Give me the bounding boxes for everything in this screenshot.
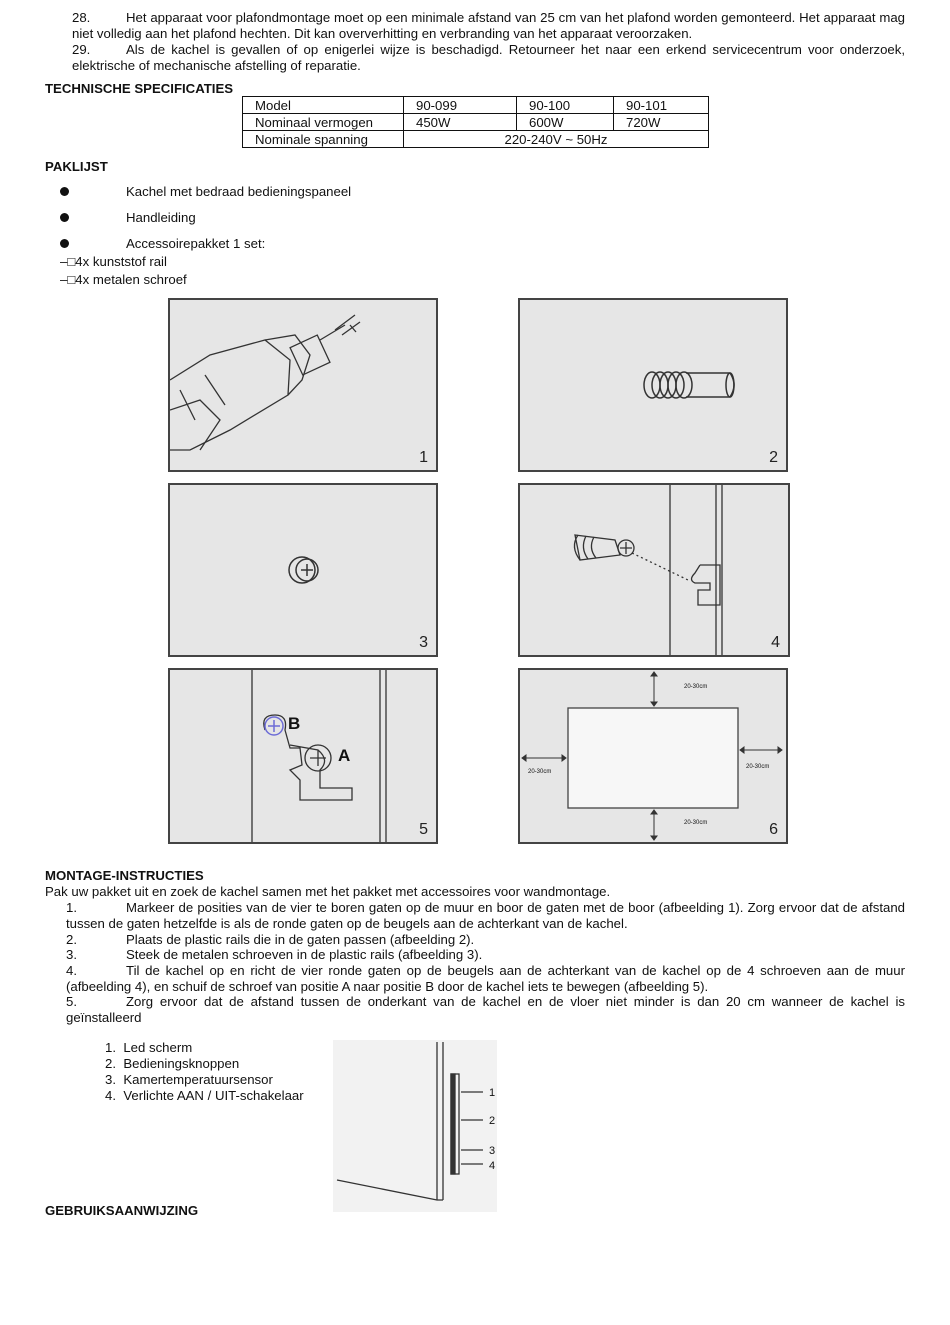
table-cell: 600W xyxy=(517,114,614,131)
figure-number: 6 xyxy=(769,821,778,838)
table-cell: 220-240V ~ 50Hz xyxy=(404,131,709,148)
tech-spec-heading: TECHNISCHE SPECIFICATIES xyxy=(45,81,234,96)
figure-number: 5 xyxy=(419,821,428,838)
table-row xyxy=(243,131,709,148)
bullet-icon xyxy=(60,187,69,196)
table-cell: 450W xyxy=(404,114,517,131)
list-item: 4. Verlichte AAN / UIT-schakelaar xyxy=(105,1088,304,1103)
bracket-icon xyxy=(520,485,788,655)
montage-step-4: 4. Til de kachel op en richt de vier ronde gaten op de beugels aan de achterkant van de kachel op de 4 schroeven aan de muur (afbeelding 4), en schuif de schroef van positie A naar positie B door de kachel iets te bewegen (afbeelding 5). xyxy=(66,963,905,994)
warning-number: 29. xyxy=(72,42,91,57)
warning-29 xyxy=(72,42,905,74)
table-cell: 720W xyxy=(614,114,709,131)
figure-6-clearance xyxy=(518,668,788,844)
table-cell: Model xyxy=(243,97,404,114)
figure-number: 4 xyxy=(771,634,780,651)
table-row xyxy=(243,97,709,114)
figure-2-plug xyxy=(518,298,788,472)
figure-4-bracket xyxy=(518,483,790,657)
sub-list-item: –□4x metalen schroef xyxy=(60,272,187,287)
table-cell: Nominaal vermogen xyxy=(243,114,404,131)
clearance-arrows-icon xyxy=(520,670,786,842)
warning-28 xyxy=(72,10,905,42)
figure-1-drill xyxy=(168,298,438,472)
control-panel-figure xyxy=(333,1040,497,1212)
montage-step-3: 3. Steek de metalen schroeven in de plastic rails (afbeelding 3). xyxy=(66,947,483,962)
warning-text: Als de kachel is gevallen of op enigerlei wijze is beschadigd. Retourneer het naar een erkend servicecentrum voor onderzoek, elektrische of mechanische afstelling of reparatie. xyxy=(72,42,905,73)
keyhole-bracket-icon xyxy=(170,670,436,842)
figure-5-keyhole xyxy=(168,668,438,844)
montage-step-1: 1. Markeer de posities van de vier te boren gaten op de muur en boor de gaten met de boor (afbeelding 1). Zorg ervoor dat de afstand tussen de gaten hetzelfde is als de ronde gaten op de beugels aan de achterkant van de kachel. xyxy=(66,900,905,931)
callout-1: 1 xyxy=(489,1087,496,1099)
warning-text: Het apparaat voor plafondmontage moet op een minimale afstand van 25 cm van het plafond worden gemonteerd. Het apparaat mag niet volledig aan het plafond hechten. Dit kan oververhitting en verbranding van het apparaat veroorzaken. xyxy=(72,10,905,41)
warning-number: 28. xyxy=(72,10,91,25)
bullet-icon xyxy=(60,239,69,248)
table-cell: 90-099 xyxy=(404,97,517,114)
montage-heading: MONTAGE-INSTRUCTIES xyxy=(45,868,204,883)
spec-table xyxy=(242,96,709,148)
figure-number: 2 xyxy=(769,449,778,466)
distance-left-label: 20-30cm xyxy=(528,769,552,775)
position-a-label: A xyxy=(338,746,351,765)
callout-2: 2 xyxy=(489,1115,496,1127)
list-item: 1. Led scherm xyxy=(105,1040,193,1055)
distance-bottom-label: 20-30cm xyxy=(684,820,708,826)
sub-list-item: –□4x kunststof rail xyxy=(60,254,167,269)
distance-right-label: 20-30cm xyxy=(746,764,770,770)
list-item: 2. Bedieningsknoppen xyxy=(105,1056,240,1071)
distance-top-label: 20-30cm xyxy=(684,684,708,690)
callout-3: 3 xyxy=(489,1145,496,1157)
figure-3-screw xyxy=(168,483,438,657)
wall-plug-icon xyxy=(520,300,786,470)
callout-4: 4 xyxy=(489,1160,496,1172)
bullet-icon xyxy=(60,213,69,222)
controls-list xyxy=(105,1040,304,1104)
drill-icon xyxy=(170,300,436,470)
screw-icon xyxy=(170,485,436,655)
list-item: 3. Kamertemperatuursensor xyxy=(105,1072,273,1087)
paklijst-heading: PAKLIJST xyxy=(45,159,108,174)
heater-side-icon xyxy=(333,1040,497,1212)
figure-number: 1 xyxy=(419,449,428,466)
position-b-label: B xyxy=(288,714,301,733)
table-cell: 90-101 xyxy=(614,97,709,114)
montage-step-2: 2. Plaats de plastic rails die in de gaten passen (afbeelding 2). xyxy=(66,932,475,947)
table-cell: Nominale spanning xyxy=(243,131,404,148)
table-row xyxy=(243,114,709,131)
gebruik-heading: GEBRUIKSAANWIJZING xyxy=(45,1203,199,1218)
montage-intro: Pak uw pakket uit en zoek de kachel samen met het pakket met accessoires voor wandmontage. xyxy=(45,884,611,899)
montage-step-5: 5. Zorg ervoor dat de afstand tussen de onderkant van de kachel en de vloer niet minder is dan 20 cm wanneer de kachel is geïnstalleerd xyxy=(66,994,905,1025)
table-cell: 90-100 xyxy=(517,97,614,114)
figure-number: 3 xyxy=(419,634,428,651)
